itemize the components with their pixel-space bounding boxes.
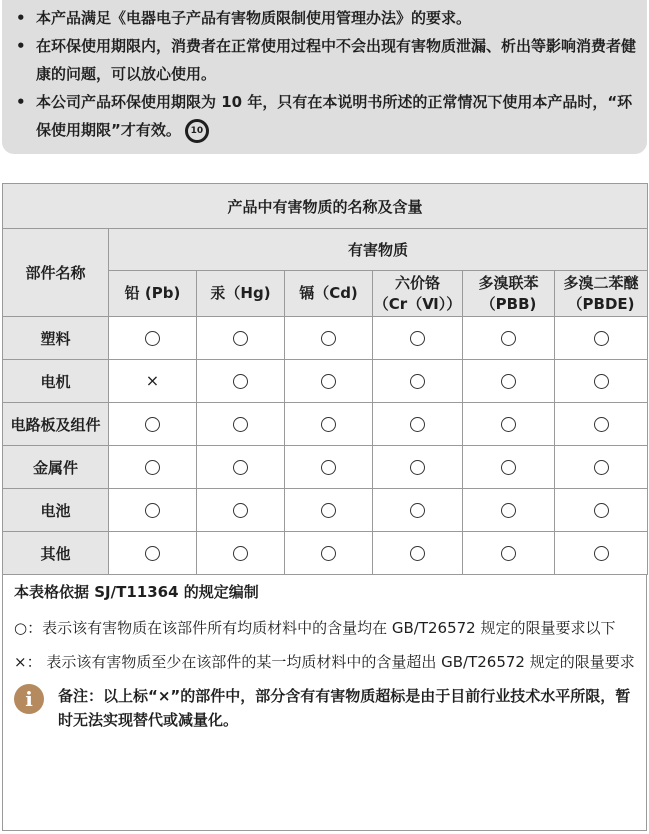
circle-icon (501, 503, 516, 518)
compliant-mark (463, 360, 555, 403)
circle-legend: ○：表示该有害物质在该部件所有均质材料中的含量均在 GB/T26572 规定的限量要求以下 (14, 619, 616, 637)
circle-icon (410, 331, 425, 346)
table-row (3, 446, 648, 489)
circle-icon (321, 546, 336, 561)
part-name-cell: 电路板及组件 (3, 403, 109, 446)
circle-icon (233, 546, 248, 561)
substance-column-header: 多溴二苯醚 （PBDE) (555, 271, 648, 317)
substance-column-header: 铅 (Pb) (109, 271, 197, 317)
notes-section (2, 573, 647, 732)
bullet-dot: • (16, 9, 26, 27)
substance-column-header: 镉（Cd) (285, 271, 373, 317)
hazardous-substance-table (2, 183, 648, 575)
circle-icon (233, 417, 248, 432)
circle-icon (233, 503, 248, 518)
substance-column-header: 汞（Hg) (197, 271, 285, 317)
table-row (3, 532, 648, 575)
table-row (3, 489, 648, 532)
circle-icon (145, 546, 160, 561)
compliant-mark (463, 489, 555, 532)
compliant-mark (285, 489, 373, 532)
circle-icon (321, 374, 336, 389)
compliant-mark (197, 360, 285, 403)
circle-icon (501, 417, 516, 432)
compliant-mark (285, 403, 373, 446)
compliant-mark (555, 360, 648, 403)
part-name-cell: 电机 (3, 360, 109, 403)
compliant-mark (555, 446, 648, 489)
circle-icon (321, 460, 336, 475)
standard-basis: 本表格依据 SJ/T11364 的规定编制 (14, 583, 259, 601)
circle-icon (233, 460, 248, 475)
circle-icon (501, 460, 516, 475)
circle-icon (594, 417, 609, 432)
circle-icon (410, 374, 425, 389)
circle-icon (410, 460, 425, 475)
circle-icon (594, 331, 609, 346)
notice-item (12, 32, 637, 88)
substance-column-header: 六价铬 （Cr（Ⅵ）） (373, 271, 463, 317)
compliant-mark (285, 532, 373, 575)
circle-icon (501, 374, 516, 389)
circle-icon (501, 546, 516, 561)
compliant-mark (463, 403, 555, 446)
compliant-mark (373, 403, 463, 446)
circle-icon (233, 331, 248, 346)
compliant-mark (285, 360, 373, 403)
remark-text: 备注：以上标“×”的部件中，部分含有有害物质超标是由于目前行业技术水平所限，暂时无法实现替代或减量化。 (58, 687, 631, 729)
part-name-cell: 其他 (3, 532, 109, 575)
notice-item-text: 本产品满足《电器电子产品有害物质限制使用管理办法》的要求。 (36, 9, 472, 27)
exceeds-mark (109, 360, 197, 403)
substance-column-header: 多溴联苯 （PBB) (463, 271, 555, 317)
compliant-mark (555, 532, 648, 575)
part-name-cell: 塑料 (3, 317, 109, 360)
circle-icon (321, 503, 336, 518)
notice-item-text: 本公司产品环保使用期限为 10 年，只有在本说明书所述的正常情况下使用本产品时，“环保使用期限”才有效。 (36, 93, 633, 139)
circle-icon (594, 460, 609, 475)
circle-icon (145, 460, 160, 475)
notice-item (12, 88, 637, 144)
table-row (3, 360, 648, 403)
cross-legend: ×： 表示该有害物质至少在该部件的某一均质材料中的含量超出 GB/T26572 规定的限量要求 (14, 653, 635, 671)
circle-icon (410, 417, 425, 432)
info-icon: i (14, 684, 44, 714)
circle-icon (321, 331, 336, 346)
environmental-notice (2, 0, 647, 154)
circle-icon (410, 503, 425, 518)
compliant-mark (373, 446, 463, 489)
part-header: 部件名称 (3, 229, 109, 317)
compliant-mark (109, 532, 197, 575)
remark (14, 684, 635, 732)
notice-item-text: 在环保使用期限内，消费者在正常使用过程中不会出现有害物质泄漏、析出等影响消费者健康的问题，可以放心使用。 (36, 37, 637, 83)
circle-icon (594, 374, 609, 389)
compliant-mark (555, 403, 648, 446)
table-row (3, 403, 648, 446)
table-title: 产品中有害物质的名称及含量 (3, 184, 648, 229)
table-row (3, 317, 648, 360)
circle-icon (233, 374, 248, 389)
eco-period-icon: 10 (185, 119, 209, 143)
substance-group-header: 有害物质 (109, 229, 648, 271)
circle-icon (594, 503, 609, 518)
compliant-mark (463, 532, 555, 575)
part-name-cell: 金属件 (3, 446, 109, 489)
cross-mark: × (145, 371, 160, 390)
compliant-mark (373, 317, 463, 360)
circle-icon (145, 503, 160, 518)
compliant-mark (285, 446, 373, 489)
compliant-mark (463, 446, 555, 489)
compliant-mark (197, 532, 285, 575)
compliant-mark (373, 489, 463, 532)
compliant-mark (197, 489, 285, 532)
compliant-mark (197, 446, 285, 489)
compliant-mark (109, 317, 197, 360)
compliant-mark (109, 446, 197, 489)
compliant-mark (555, 317, 648, 360)
bullet-dot: • (16, 37, 26, 55)
circle-icon (145, 417, 160, 432)
circle-icon (410, 546, 425, 561)
part-name-cell: 电池 (3, 489, 109, 532)
bullet-dot: • (16, 93, 26, 111)
circle-icon (594, 546, 609, 561)
compliant-mark (555, 489, 648, 532)
circle-icon (501, 331, 516, 346)
circle-icon (145, 331, 160, 346)
notice-item (12, 4, 637, 32)
compliant-mark (197, 403, 285, 446)
compliant-mark (197, 317, 285, 360)
compliant-mark (373, 532, 463, 575)
compliant-mark (109, 403, 197, 446)
compliant-mark (285, 317, 373, 360)
circle-icon (321, 417, 336, 432)
compliant-mark (373, 360, 463, 403)
compliant-mark (463, 317, 555, 360)
compliant-mark (109, 489, 197, 532)
